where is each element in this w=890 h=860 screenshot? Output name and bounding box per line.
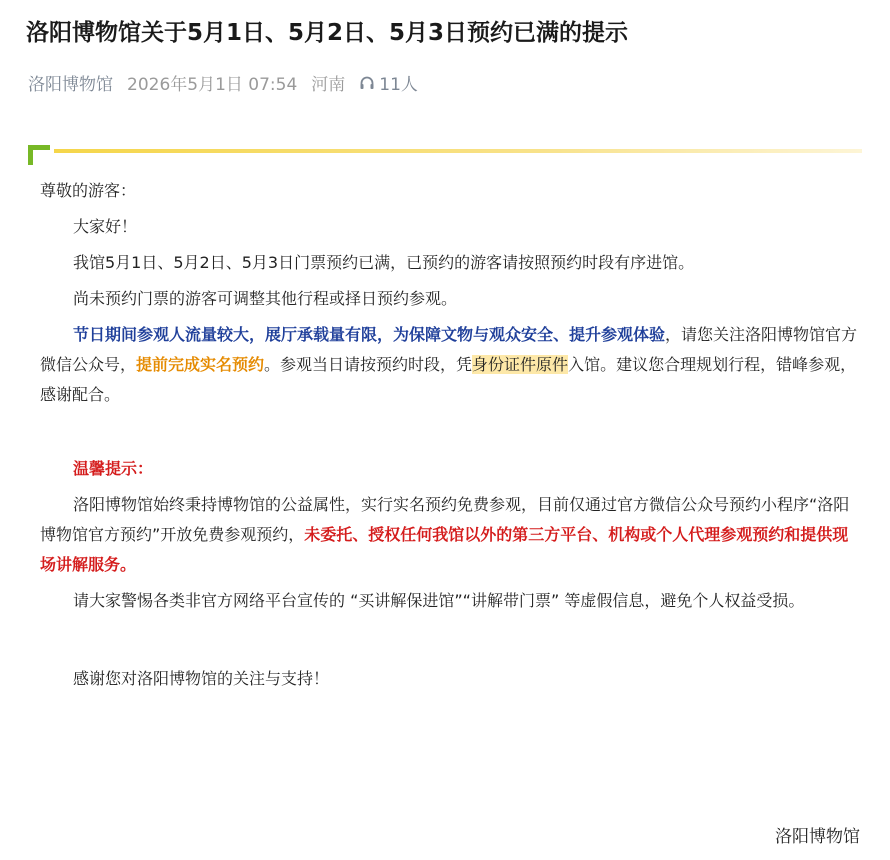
paragraph-free-admission-a: 洛阳博物馆始终秉持博物馆的公益属性，实行实名预约免费参观，目前仅通过官方微信公众号预约小程序“洛阳博物馆官方预约”开放免费参观预约， bbox=[40, 495, 850, 544]
paragraph-alternative: 尚未预约门票的游客可调整其他行程或择日预约参观。 bbox=[73, 289, 458, 308]
article-meta bbox=[28, 70, 418, 95]
highlight-id-document: 身份证件原件 bbox=[472, 355, 569, 374]
section-divider bbox=[28, 145, 862, 165]
divider-corner-horizontal bbox=[28, 145, 50, 150]
listen-count[interactable] bbox=[359, 70, 418, 95]
paragraph-instructions-b: 。参观当日请按预约时段，凭 bbox=[264, 355, 473, 374]
paragraph-instructions bbox=[40, 320, 862, 410]
headphone-icon bbox=[359, 75, 375, 91]
salutation: 尊敬的游客： bbox=[40, 181, 137, 200]
location: 河南 bbox=[311, 75, 346, 95]
publish-datetime: 2026年5月1日 07:54 bbox=[127, 75, 298, 95]
paragraph-booking-full: 我馆5月1日、5月2日、5月3日门票预约已满，已预约的游客请按照预约时段有序进馆。 bbox=[73, 253, 695, 272]
article-title: 洛阳博物馆关于5月1日、5月2日、5月3日预约已满的提示 bbox=[26, 20, 629, 46]
notice-body bbox=[40, 176, 862, 694]
paragraph-instructions-c: 入馆。建议您合理规划行程，错峰参观，感谢配合。 bbox=[40, 355, 857, 404]
emphasis-reserve: 提前完成实名预约 bbox=[136, 355, 265, 374]
paragraph-fraud-warning: 请大家警惕各类非官方网络平台宣传的 “买讲解保进馆”“讲解带门票” 等虚假信息，避免个人权益受损。 bbox=[73, 591, 805, 610]
paragraph-free-admission bbox=[40, 490, 862, 580]
divider-line bbox=[54, 149, 862, 153]
tip-heading: 温馨提示： bbox=[73, 459, 154, 478]
thanks-line: 感谢您对洛阳博物馆的关注与支持！ bbox=[73, 669, 330, 688]
source-name[interactable]: 洛阳博物馆 bbox=[28, 75, 113, 95]
warning-no-agents: 未委托、授权任何我馆以外的第三方平台、机构或个人代理参观预约和提供现场讲解服务。 bbox=[40, 525, 849, 574]
listen-count-value: 11人 bbox=[379, 75, 418, 95]
greeting: 大家好！ bbox=[73, 217, 138, 236]
signature: 洛阳博物馆 bbox=[775, 827, 860, 847]
emphasis-safety: 节日期间参观人流量较大，展厅承载量有限，为保障文物与观众安全、提升参观体验 bbox=[73, 325, 666, 344]
paragraph-instructions-a: ，请您关注洛阳博物馆官方微信公众号， bbox=[40, 325, 858, 374]
